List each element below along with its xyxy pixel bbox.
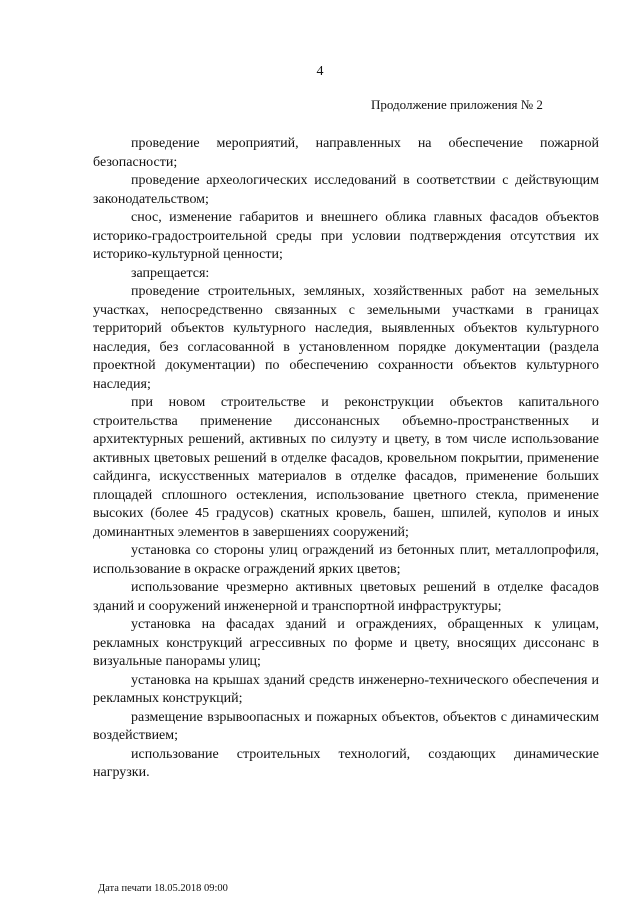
paragraph-prohibited-heading: запрещается: [131,265,210,281]
appendix-continuation-note: Продолжение приложения № 2 [371,97,543,112]
paragraph-fences: установка со стороны улиц ограждений из бетонных плит, металлопрофиля, использование в окраске ограждений ярких цветов; [93,543,599,577]
paragraph-fire-safety: проведение мероприятий, направленных на обеспечение пожарной безопасности; [93,136,599,170]
document-body [93,135,599,783]
paragraph-hazardous-objects: размещение взрывоопасных и пожарных объектов, объектов с динамическим воздействием; [93,709,599,743]
paragraph-demolition: снос, изменение габаритов и внешнего облика главных фасадов объектов историко-градостроительной среды при условии подтверждения отсутствия их историко-культурной ценности; [93,210,599,262]
paragraph-advertising-facades: установка на фасадах зданий и ограждениях, обращенных к улицам, рекламных конструкций агрессивных по форме и цвету, вносящих диссонанс в визуальные панорамы улиц; [93,617,599,669]
paragraph-archaeology: проведение археологических исследований в соответствии с действующим законодательством; [93,173,599,207]
paragraph-construction-works: проведение строительных, земляных, хозяйственных работ на земельных участках, непосредственно связанных с земельными участками в границах территорий объектов культурного наследия, выявленных объектов культурного наследия, без согласованной в установленном порядке документации (раздела проектной документации) по обеспечению сохранности объектов культурного наследия; [93,284,599,392]
print-date: Дата печати 18.05.2018 09:00 [98,883,228,894]
page-number: 4 [316,64,324,79]
paragraph-roof-equipment: установка на крышах зданий средств инженерно-технического обеспечения и рекламных конструкций; [93,672,599,706]
paragraph-color-solutions: использование чрезмерно активных цветовых решений в отделке фасадов зданий и сооружений инженерной и транспортной инфраструктуры; [93,580,599,614]
paragraph-dynamic-loads: использование строительных технологий, создающих динамические нагрузки. [93,746,599,780]
paragraph-new-construction: при новом строительстве и реконструкции объектов капитального строительства применение диссонансных объемно-пространственных и архитектурных решений, активных по силуэту и цвету, в том числе использование активных цветовых решений в отделке фасадов, кровельном покрытии, применение сайдинга, искусственных материалов в отделке фасадов, применение больших площадей сплошного остекления, использование цветного стекла, применение высоких (более 45 градусов) скатных кровель, башен, шпилей, куполов и иных доминантных элементов в завершениях сооружений; [93,395,599,540]
